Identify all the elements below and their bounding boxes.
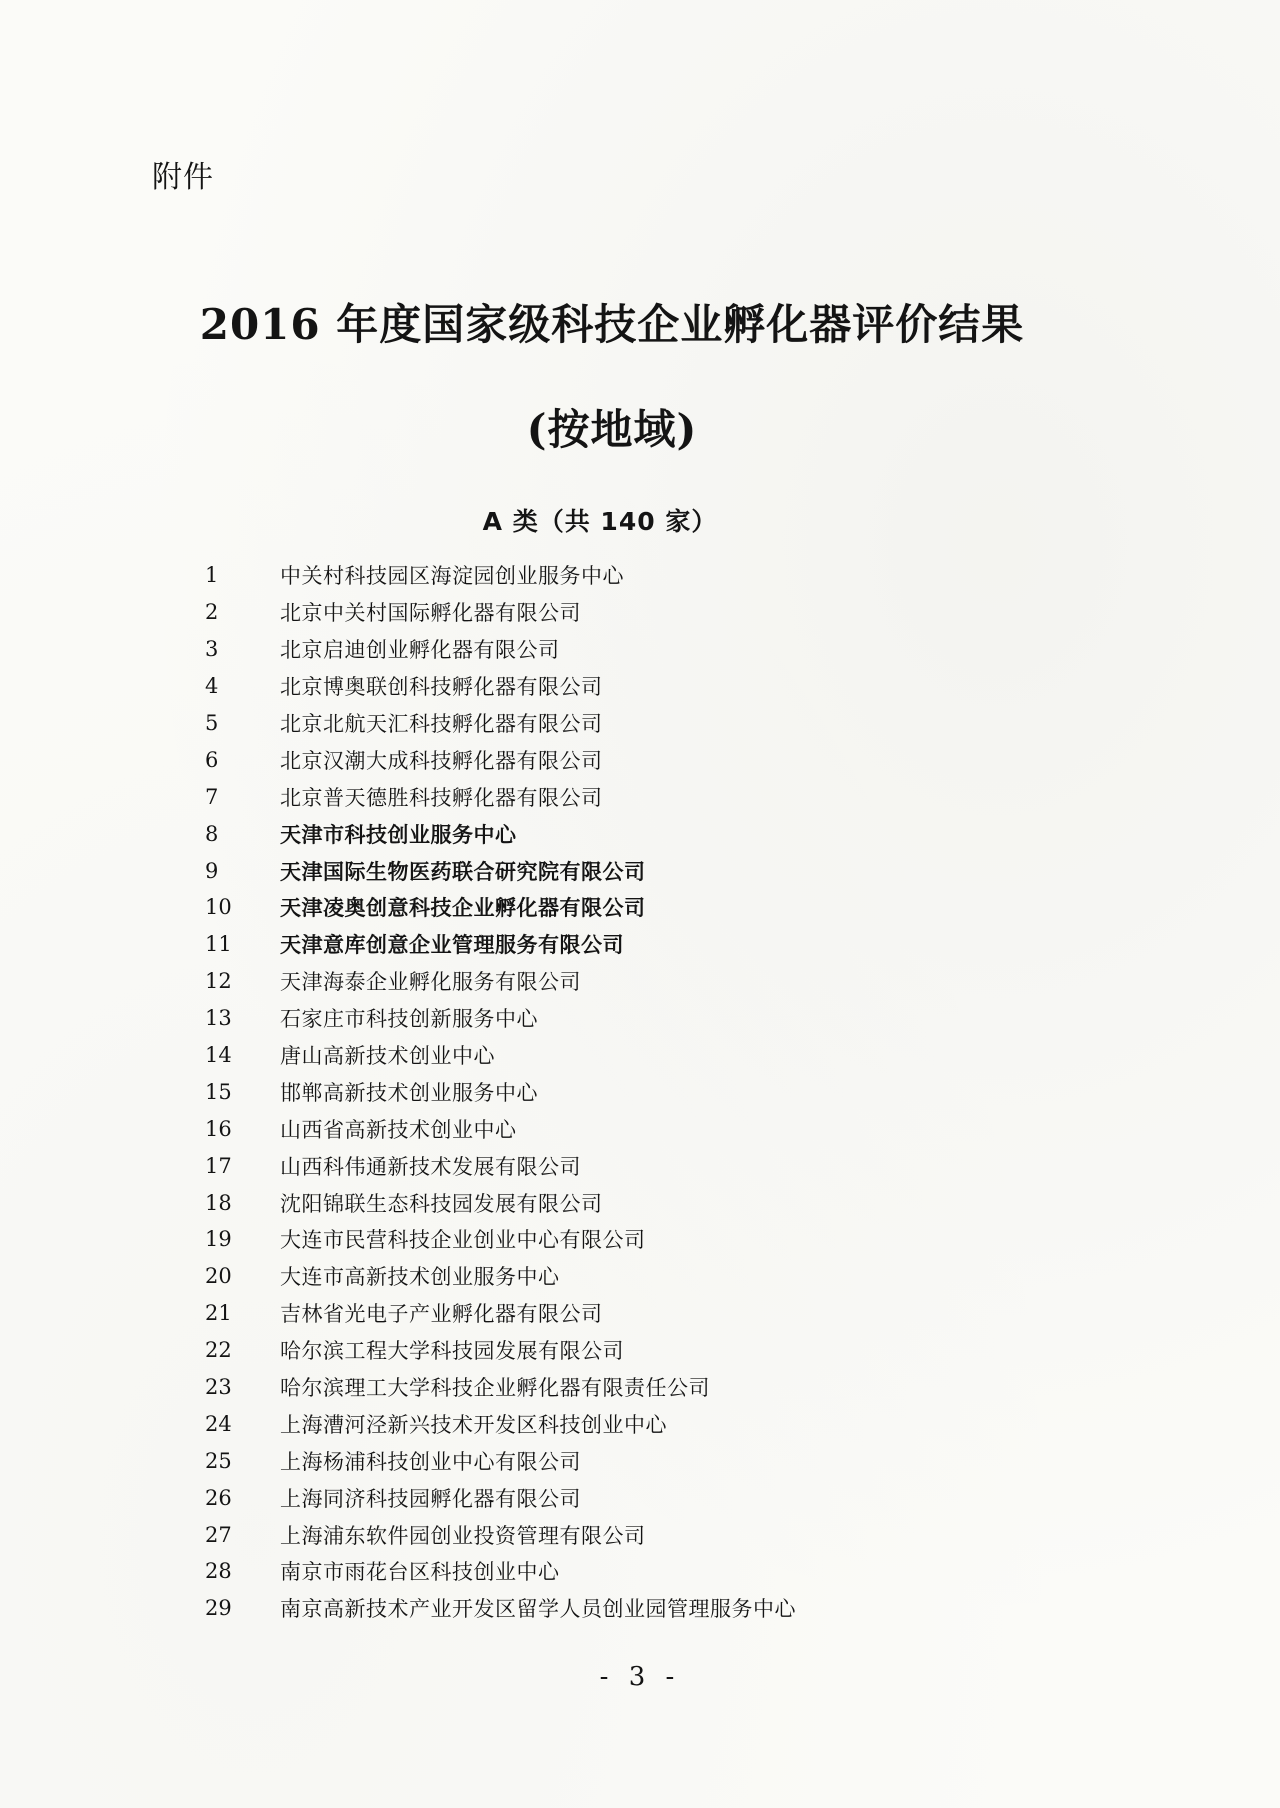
list-item-name: 北京汉潮大成科技孵化器有限公司: [280, 748, 603, 773]
list-item-name: 唐山高新技术创业中心: [280, 1044, 495, 1069]
list-item: [205, 1184, 1105, 1221]
list-item-name: 北京普天德胜科技孵化器有限公司: [280, 785, 603, 810]
list-item: [205, 594, 1105, 631]
incubator-list: [205, 557, 1105, 1627]
list-item: [205, 705, 1105, 742]
list-item-number: 7: [205, 784, 219, 809]
list-item-name: 吉林省光电子产业孵化器有限公司: [280, 1302, 603, 1327]
list-item-number: 11: [205, 932, 232, 957]
list-item-name: 天津国际生物医药联合研究院有限公司: [280, 859, 646, 884]
list-item: [205, 1516, 1105, 1553]
list-item-name: 大连市高新技术创业服务中心: [280, 1265, 560, 1290]
list-item-name: 山西省高新技术创业中心: [280, 1117, 517, 1142]
list-item: [205, 1295, 1105, 1332]
list-item: [205, 557, 1105, 594]
list-item: [205, 852, 1105, 889]
list-item-number: 10: [205, 895, 232, 920]
list-item-number: 3: [205, 637, 219, 662]
list-item-name: 北京中关村国际孵化器有限公司: [280, 601, 581, 626]
list-item: [205, 1590, 1105, 1627]
list-item-number: 27: [205, 1522, 232, 1547]
list-item-name: 石家庄市科技创新服务中心: [280, 1007, 538, 1032]
list-item-number: 15: [205, 1079, 232, 1104]
list-item-name: 哈尔滨理工大学科技企业孵化器有限责任公司: [280, 1376, 710, 1401]
list-item-number: 22: [205, 1338, 232, 1363]
list-item-number: 16: [205, 1116, 232, 1141]
list-item-name: 北京启迪创业孵化器有限公司: [280, 638, 560, 663]
list-item-number: 6: [205, 747, 219, 772]
list-item: [205, 1221, 1105, 1258]
list-item-name: 南京高新技术产业开发区留学人员创业园管理服务中心: [280, 1597, 796, 1622]
list-item-number: 20: [205, 1264, 232, 1289]
list-item-name: 南京市雨花台区科技创业中心: [280, 1560, 560, 1585]
list-item-number: 23: [205, 1375, 232, 1400]
list-item: [205, 1405, 1105, 1442]
document-title: 2016 年度国家级科技企业孵化器评价结果: [199, 300, 1025, 349]
list-item-name: 上海杨浦科技创业中心有限公司: [280, 1449, 581, 1474]
list-item-name: 上海同济科技园孵化器有限公司: [280, 1486, 581, 1511]
list-item: [205, 1258, 1105, 1295]
list-item-number: 5: [205, 711, 219, 735]
list-item: [205, 926, 1105, 963]
list-item-number: 12: [205, 969, 232, 994]
list-item-number: 17: [205, 1153, 232, 1178]
category-heading: A 类（共 140 家）: [482, 507, 718, 536]
list-item-number: 9: [205, 858, 219, 883]
list-item: [205, 815, 1105, 852]
list-item-name: 天津市科技创业服务中心: [280, 822, 517, 847]
list-item: [205, 1479, 1105, 1516]
list-item-number: 13: [205, 1006, 232, 1031]
list-item: [205, 1332, 1105, 1369]
attachment-label: 附件: [152, 160, 214, 195]
list-item: [205, 1147, 1105, 1184]
list-item-name: 北京博奥联创科技孵化器有限公司: [280, 675, 603, 700]
list-item: [205, 631, 1105, 668]
page-number: - 3 -: [599, 1662, 681, 1692]
list-item-number: 18: [205, 1190, 232, 1215]
list-item: [205, 1037, 1105, 1074]
list-item-name: 天津意库创意企业管理服务有限公司: [280, 933, 624, 958]
list-item-number: 8: [205, 821, 219, 846]
list-item-name: 上海浦东软件园创业投资管理有限公司: [280, 1523, 646, 1548]
list-item-number: 29: [205, 1596, 232, 1621]
list-item-name: 邯郸高新技术创业服务中心: [280, 1080, 538, 1105]
list-item-name: 天津海泰企业孵化服务有限公司: [280, 970, 581, 995]
list-item: [205, 778, 1105, 815]
list-item: [205, 1073, 1105, 1110]
list-item: [205, 1553, 1105, 1590]
list-item-number: 4: [205, 674, 219, 699]
list-item-number: 28: [205, 1559, 232, 1584]
document-subtitle: (按地域): [526, 405, 698, 454]
list-item-name: 上海漕河泾新兴技术开发区科技创业中心: [280, 1412, 667, 1437]
list-item-name: 山西科伟通新技术发展有限公司: [280, 1154, 581, 1179]
list-item: [205, 1000, 1105, 1037]
list-item-number: 26: [205, 1485, 232, 1510]
list-item-number: 24: [205, 1411, 232, 1436]
list-item-number: 1: [205, 563, 219, 588]
list-item-name: 天津凌奥创意科技企业孵化器有限公司: [280, 896, 646, 921]
list-item: [205, 1442, 1105, 1479]
list-item-name: 哈尔滨工程大学科技园发展有限公司: [280, 1339, 624, 1364]
list-item: [205, 1369, 1105, 1406]
list-item: [205, 668, 1105, 705]
list-item-name: 北京北航天汇科技孵化器有限公司: [280, 712, 603, 736]
list-item-number: 25: [205, 1448, 232, 1473]
list-item: [205, 1110, 1105, 1147]
list-item: [205, 963, 1105, 1000]
list-item-number: 2: [205, 600, 219, 625]
list-item: [205, 741, 1105, 778]
list-item-name: 沈阳锦联生态科技园发展有限公司: [280, 1191, 603, 1216]
list-item-name: 大连市民营科技企业创业中心有限公司: [280, 1228, 646, 1253]
list-item-number: 14: [205, 1043, 232, 1068]
list-item-number: 21: [205, 1301, 232, 1326]
list-item-name: 中关村科技园区海淀园创业服务中心: [280, 564, 624, 589]
list-item-number: 19: [205, 1227, 232, 1252]
list-item: [205, 889, 1105, 926]
